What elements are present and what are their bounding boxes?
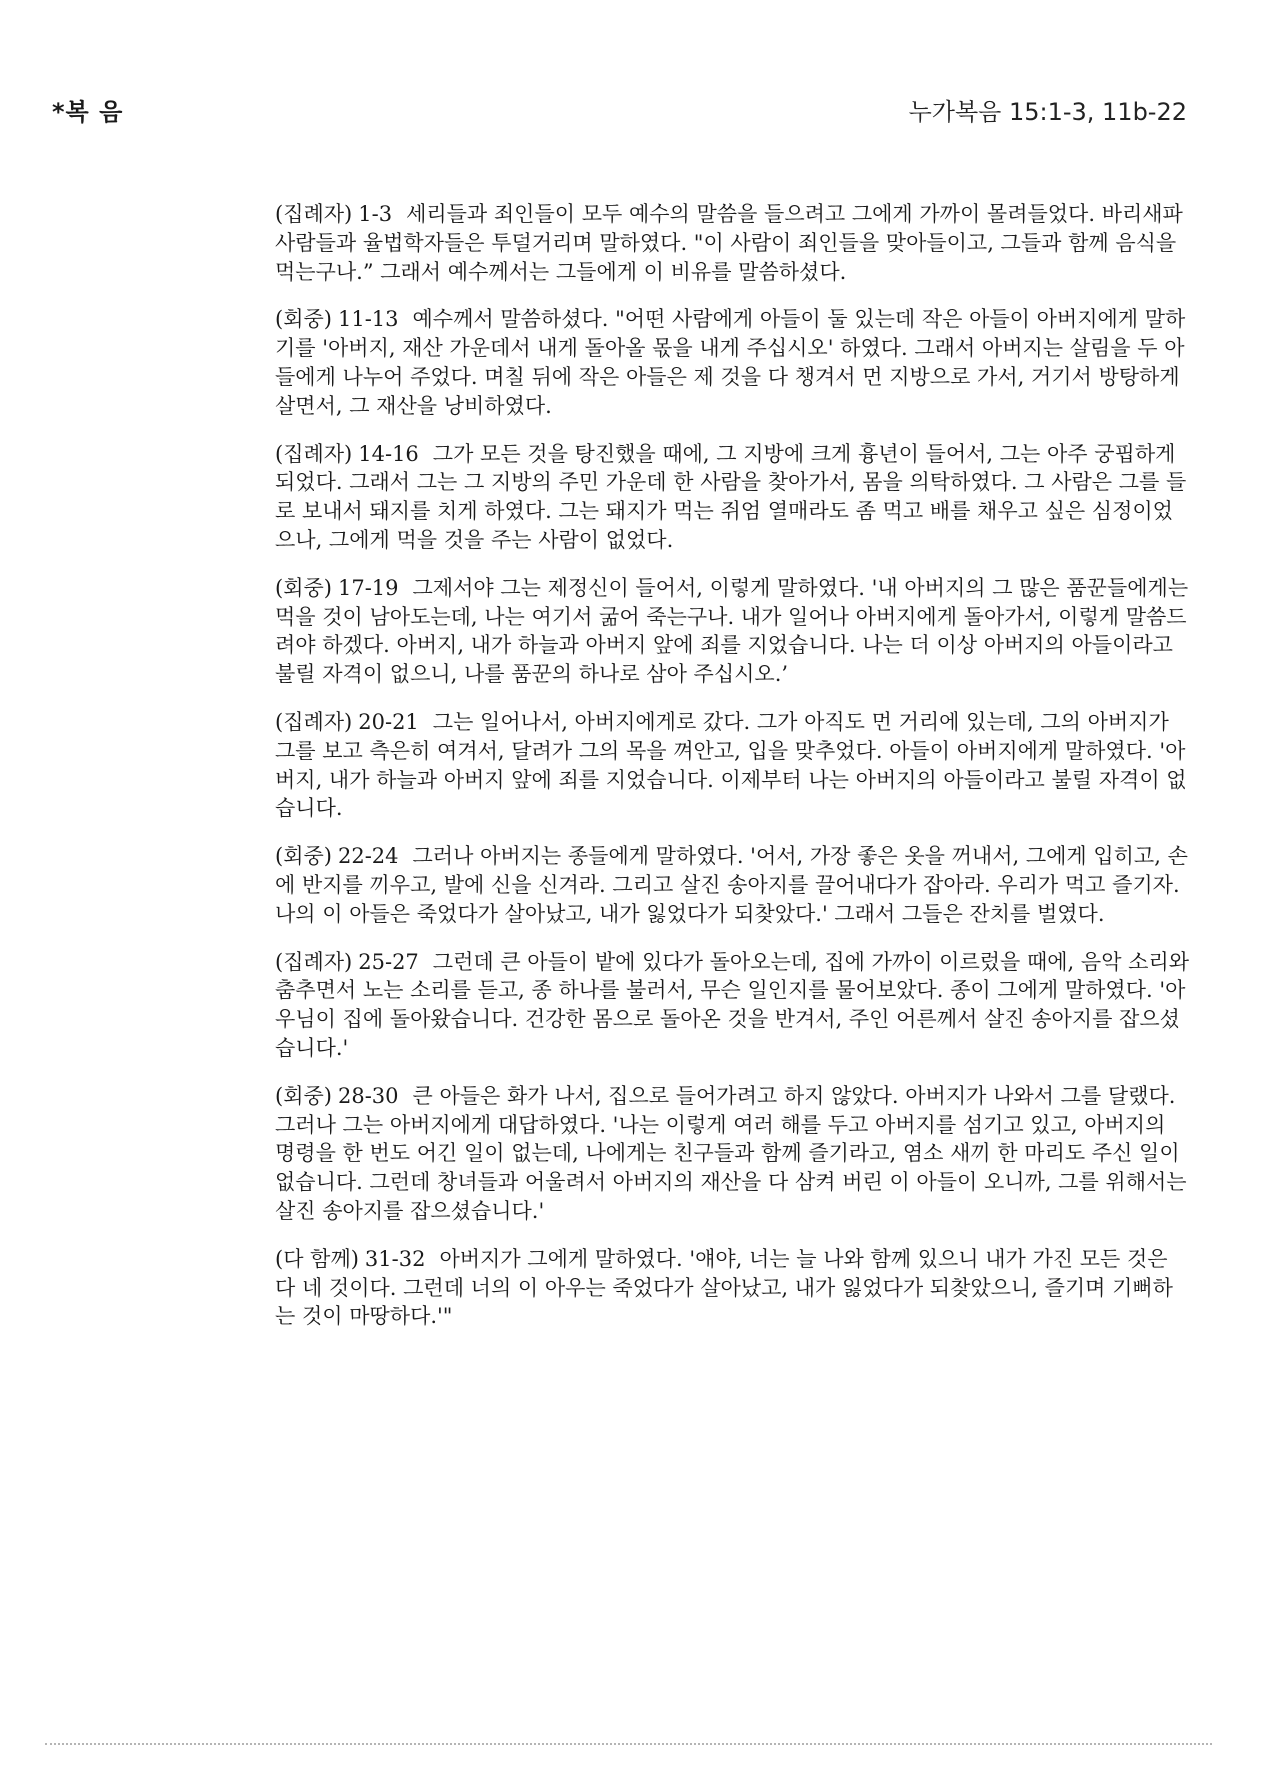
speaker-label: (회중)	[275, 1083, 332, 1108]
reading-text	[275, 200, 1190, 1350]
speaker-label: (회중)	[275, 844, 332, 869]
reading-paragraph	[275, 200, 1190, 286]
verse-number: 1-3	[358, 202, 393, 226]
reading-paragraph	[275, 708, 1190, 823]
speaker-label: (회중)	[275, 307, 332, 332]
section-title: *복 음	[52, 98, 124, 126]
verse-number: 17-19	[337, 575, 399, 600]
speaker-label: (집례자)	[275, 441, 353, 466]
paragraph-text: 그가 모든 것을 탕진했을 때에, 그 지방에 크게 흉년이 들어서, 그는 아주 궁핍하게 되었다. 그래서 그는 그 지방의 주민 가운데 한 사람을 찾아가서, 몸을 의탁하였다. 그 사람은 그를 들로 보내서 돼지를 치게 하였다. 그는 돼지가 먹는 쥐엄 열매라도 좀 먹고 배를 채우고 싶은 심정이었으나, 그에게 먹을 것을 주는 사람이 없었다.	[275, 441, 1187, 552]
reading-paragraph	[275, 574, 1190, 689]
speaker-label: (집례자)	[275, 949, 353, 974]
paragraph-text: 예수께서 말씀하셨다. "어떤 사람에게 아들이 둘 있는데 작은 아들이 아버지에게 말하기를 '아버지, 재산 가운데서 내게 돌아올 몫을 내게 주십시오' 하였다. 그래서 아버지는 살림을 두 아들에게 나누어 주었다. 며칠 뒤에 작은 아들은 제 것을 다 챙겨서 먼 지방으로 가서, 거기서 방탕하게 살면서, 그 재산을 낭비하였다.	[275, 307, 1186, 418]
reading-paragraph	[275, 440, 1190, 555]
speaker-label: (다 함께)	[275, 1246, 359, 1271]
speaker-label: (집례자)	[275, 202, 353, 226]
reading-paragraph	[275, 842, 1190, 928]
paragraph-text: 세리들과 죄인들이 모두 예수의 말씀을 들으려고 그에게 가까이 몰려들었다. 바리새파 사람들과 율법학자들은 투덜거리며 말하였다. "이 사람이 죄인들을 맞아들이고, 그들과 함께 음식을 먹는구나.” 그래서 예수께서는 그들에게 이 비유를 말씀하셨다.	[275, 202, 1183, 284]
scripture-reference: 누가복음 15:1-3, 11b-22	[908, 98, 1187, 126]
reading-paragraph	[275, 305, 1190, 420]
verse-number: 25-27	[358, 949, 419, 974]
paragraph-text: 그러나 아버지는 종들에게 말하였다. '어서, 가장 좋은 옷을 꺼내서, 그에게 입히고, 손에 반지를 끼우고, 발에 신을 신겨라. 그리고 살진 송아지를 끌어내다가 잡아라. 우리가 먹고 즐기자. 나의 이 아들은 죽었다가 살아났고, 내가 잃었다가 되찾았다.' 그래서 그들은 잔치를 벌였다.	[275, 844, 1188, 926]
reading-paragraph	[275, 948, 1190, 1063]
paragraph-text: 그는 일어나서, 아버지에게로 갔다. 그가 아직도 먼 거리에 있는데, 그의 아버지가 그를 보고 측은히 여겨서, 달려가 그의 목을 껴안고, 입을 맞추었다. 아들이 아버지에게 말하였다. '아버지, 내가 하늘과 아버지 앞에 죄를 지었습니다. 이제부터 나는 아버지의 아들이라고 불릴 자격이 없습니다.	[275, 709, 1187, 821]
paragraph-text: 그런데 큰 아들이 밭에 있다가 돌아오는데, 집에 가까이 이르렀을 때에, 음악 소리와 춤추면서 노는 소리를 듣고, 종 하나를 불러서, 무슨 일인지를 물어보았다. 종이 그에게 말하였다. '아우님이 집에 돌아왔습니다. 건강한 몸으로 돌아온 것을 반겨서, 주인 어른께서 살진 송아지를 잡으셨습니다.'	[275, 949, 1190, 1060]
verse-number: 31-32	[364, 1246, 426, 1271]
paragraph-text: 아버지가 그에게 말하였다. '얘야, 너는 늘 나와 함께 있으니 내가 가진 모든 것은 다 네 것이다. 그런데 너의 이 아우는 죽었다가 살아났고, 내가 잃었다가 되찾았으니, 즐기며 기뻐하는 것이 마땅하다.'"	[275, 1246, 1173, 1329]
paragraph-text: 그제서야 그는 제정신이 들어서, 이렇게 말하였다. '내 아버지의 그 많은 품꾼들에게는 먹을 것이 남아도는데, 나는 여기서 굶어 죽는구나. 내가 일어나 아버지에게 돌아가서, 이렇게 말씀드려야 하겠다. 아버지, 내가 하늘과 아버지 앞에 죄를 지었습니다. 나는 더 이상 아버지의 아들이라고 불릴 자격이 없으니, 나를 품꾼의 하나로 삼아 주십시오.’	[275, 575, 1189, 687]
speaker-label: (회중)	[275, 575, 332, 600]
paragraph-text: 큰 아들은 화가 나서, 집으로 들어가려고 하지 않았다. 아버지가 나와서 그를 달랬다. 그러나 그는 아버지에게 대답하였다. '나는 이렇게 여러 해를 두고 아버지를 섬기고 있고, 아버지의 명령을 한 번도 어긴 일이 없는데, 나에게는 친구들과 함께 즐기라고, 염소 새끼 한 마리도 주신 일이 없습니다. 그런데 창녀들과 어울려서 아버지의 재산을 다 삼켜 버린 이 아들이 오니까, 그를 위해서는 살진 송아지를 잡으셨습니다.'	[275, 1083, 1187, 1223]
footer-divider	[45, 1743, 1212, 1745]
reading-paragraph	[275, 1082, 1190, 1226]
speaker-label: (집례자)	[275, 709, 353, 734]
verse-number: 14-16	[358, 441, 419, 466]
verse-number: 22-24	[337, 844, 399, 869]
verse-number: 28-30	[337, 1083, 399, 1108]
verse-number: 11-13	[337, 307, 399, 332]
verse-number: 20-21	[358, 709, 419, 734]
reading-paragraph	[275, 1245, 1190, 1331]
